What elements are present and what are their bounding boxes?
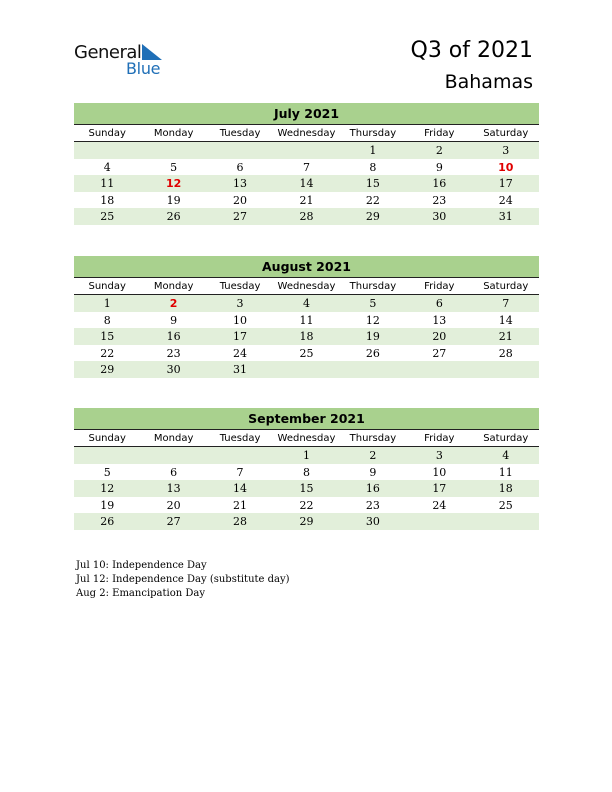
holiday-date-cell: 12 [165,177,182,190]
weekday-label: Friday [424,281,455,292]
date-cell: 19 [365,330,380,343]
date-cell [473,361,539,378]
date-cell [473,513,539,530]
date-cell: 9 [435,160,443,174]
month-title: August 2021 [74,256,539,278]
date-cell: 6 [435,297,443,310]
date-cell: 5 [170,160,178,174]
date-cell: 28 [299,210,314,223]
date-cell: 18 [100,193,115,207]
date-cell: 23 [365,498,380,512]
date-cell: 8 [369,160,377,174]
weekday-label: Monday [153,128,194,139]
date-cell: 27 [166,515,181,528]
week-row [74,447,539,464]
weekday-header-row [74,125,539,142]
month-july [74,103,539,225]
date-cell: 23 [432,193,447,207]
month-title: September 2021 [74,408,539,430]
date-cell: 21 [299,193,314,207]
page-title: Q3 of 2021 [410,38,533,63]
date-cell: 31 [498,210,513,223]
date-cell: 4 [502,449,510,462]
date-cell: 6 [236,160,244,174]
holiday-date-cell: 10 [498,160,514,174]
weekday-label: Wednesday [277,433,336,444]
country-name: Bahamas [444,71,533,93]
date-cell [207,142,273,159]
weekday-label: Tuesday [219,281,261,292]
holiday-item: Jul 10: Independence Day [76,560,207,571]
week-row [74,361,539,378]
holiday-date-cell: 2 [169,297,178,310]
date-cell: 29 [299,515,314,528]
weekday-label: Thursday [349,281,397,292]
date-cell: 2 [369,449,377,462]
weekday-label: Monday [153,433,194,444]
date-cell: 21 [233,498,248,512]
weekday-label: Tuesday [219,128,261,139]
date-cell: 17 [432,482,447,495]
date-cell: 9 [170,313,178,327]
date-cell: 11 [299,313,314,327]
date-cell: 17 [233,330,248,343]
weekday-label: Tuesday [219,433,261,444]
date-cell [273,361,339,378]
date-cell: 15 [365,177,380,190]
date-cell: 7 [236,465,244,479]
date-cell [140,142,206,159]
date-cell: 10 [233,313,248,327]
week-row [74,480,539,497]
week-row [74,192,539,209]
weekday-label: Saturday [483,281,529,292]
date-cell [207,447,273,464]
date-cell: 14 [233,482,248,495]
date-cell: 15 [299,482,314,495]
date-cell: 3 [502,144,510,157]
holiday-list [76,559,290,601]
week-row [74,464,539,481]
date-cell: 6 [170,465,178,479]
week-row [74,328,539,345]
weekday-label: Thursday [349,433,397,444]
month-weeks [74,295,539,378]
date-cell: 14 [498,313,513,327]
date-cell: 22 [365,193,380,207]
week-row [74,345,539,362]
week-row [74,175,539,192]
week-row [74,142,539,159]
date-cell: 19 [166,193,181,207]
week-row [74,513,539,530]
logo-triangle-icon [142,44,162,60]
logo [74,42,194,82]
weekday-label: Saturday [483,128,529,139]
date-cell: 11 [100,177,115,190]
weekday-label: Monday [153,281,194,292]
weekday-header-row [74,430,539,447]
date-cell: 30 [166,363,181,376]
date-cell: 5 [369,297,377,310]
date-cell: 24 [498,193,513,207]
weekday-label: Thursday [349,128,397,139]
weekday-label: Sunday [88,433,126,444]
date-cell [273,142,339,159]
month-weeks [74,142,539,225]
holiday-item: Jul 12: Independence Day (substitute day) [76,574,290,585]
date-cell [74,142,140,159]
month-september [74,408,539,530]
week-row [74,312,539,329]
date-cell: 4 [302,297,310,310]
date-cell: 11 [498,465,513,479]
date-cell: 17 [498,177,513,190]
date-cell: 8 [103,313,111,327]
date-cell: 13 [166,482,181,495]
date-cell: 1 [103,297,111,310]
date-cell: 24 [432,498,447,512]
date-cell: 5 [103,465,111,479]
date-cell: 25 [100,210,115,223]
date-cell: 24 [233,346,248,360]
date-cell: 3 [435,449,443,462]
date-cell: 8 [302,465,310,479]
date-cell [74,447,140,464]
date-cell: 19 [100,498,115,512]
date-cell: 7 [502,297,510,310]
date-cell: 18 [498,482,513,495]
date-cell: 14 [299,177,314,190]
date-cell: 29 [365,210,380,223]
date-cell: 2 [435,144,443,157]
weekday-label: Friday [424,433,455,444]
date-cell [406,513,472,530]
date-cell: 25 [299,346,314,360]
week-row [74,159,539,176]
weekday-label: Sunday [88,128,126,139]
date-cell: 4 [103,160,111,174]
date-cell: 18 [299,330,314,343]
date-cell: 1 [302,449,310,462]
holiday-item: Aug 2: Emancipation Day [76,588,205,599]
month-title: July 2021 [74,103,539,125]
date-cell: 30 [432,210,447,223]
date-cell: 3 [236,297,244,310]
date-cell: 20 [432,330,447,343]
date-cell: 22 [299,498,314,512]
date-cell: 20 [233,193,248,207]
date-cell: 10 [432,465,447,479]
date-cell: 13 [233,177,248,190]
date-cell: 15 [100,330,115,343]
date-cell: 7 [302,160,310,174]
date-cell: 16 [432,177,447,190]
date-cell: 16 [365,482,380,495]
date-cell: 1 [369,144,377,157]
month-weeks [74,447,539,530]
date-cell: 28 [233,515,248,528]
date-cell [340,361,406,378]
date-cell: 12 [365,313,380,327]
weekday-label: Friday [424,128,455,139]
month-august [74,256,539,378]
week-row [74,295,539,312]
date-cell: 12 [100,482,115,495]
week-row [74,497,539,514]
date-cell: 26 [365,346,380,360]
weekday-label: Wednesday [277,281,336,292]
weekday-header-row [74,278,539,295]
date-cell: 29 [100,363,115,376]
date-cell: 9 [369,465,377,479]
date-cell [140,447,206,464]
weekday-label: Sunday [88,281,126,292]
date-cell: 26 [166,210,181,223]
date-cell: 26 [100,515,115,528]
date-cell: 27 [432,346,447,360]
date-cell: 16 [166,330,181,343]
logo-word-blue: Blue [126,59,161,78]
date-cell: 25 [498,498,513,512]
date-cell: 27 [233,210,248,223]
logo-word-general: General [74,42,142,63]
date-cell: 30 [365,515,380,528]
date-cell: 21 [498,330,513,343]
date-cell: 31 [233,363,248,376]
date-cell: 23 [166,346,181,360]
date-cell: 20 [166,498,181,512]
date-cell: 28 [498,346,513,360]
week-row [74,208,539,225]
date-cell [406,361,472,378]
date-cell: 22 [100,346,115,360]
weekday-label: Wednesday [277,128,336,139]
weekday-label: Saturday [483,433,529,444]
date-cell: 13 [432,313,447,327]
